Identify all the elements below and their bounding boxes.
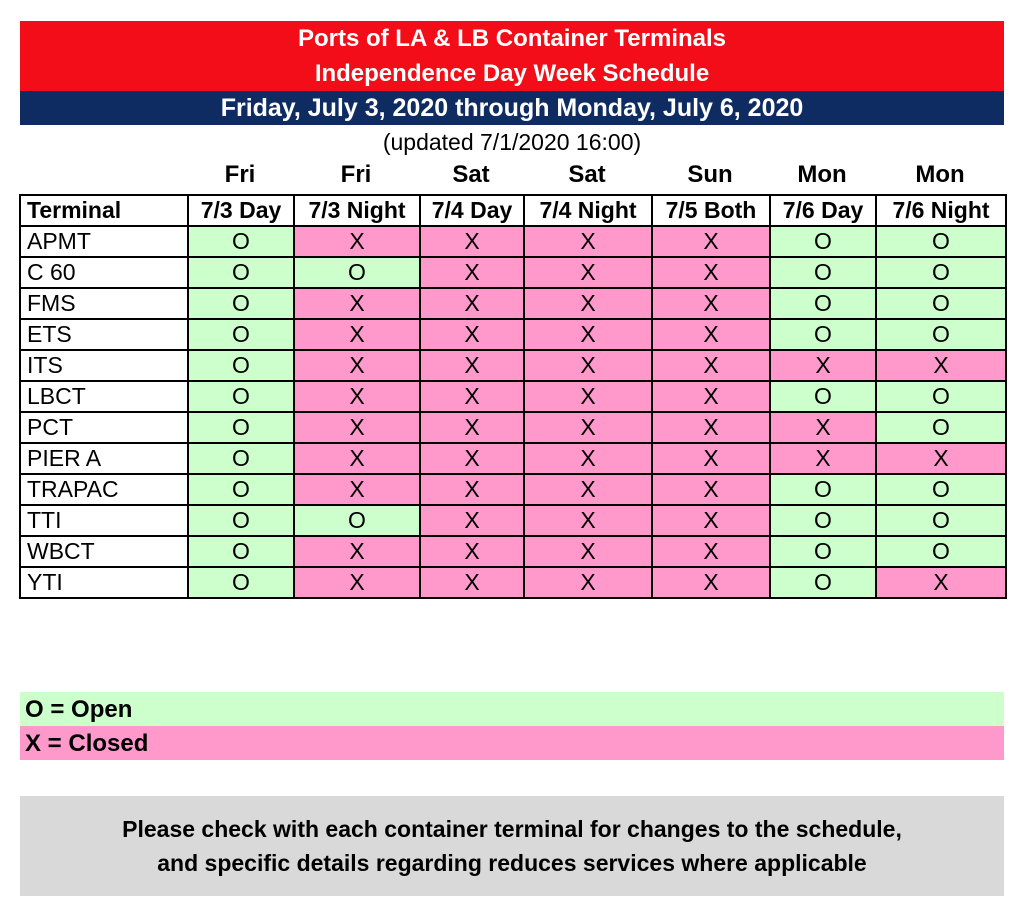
terminal-name: TRAPAC [20, 474, 188, 505]
status-closed-cell: X [770, 350, 876, 381]
status-closed-cell: X [652, 350, 770, 381]
status-open-cell: O [188, 350, 294, 381]
note-line-2: and specific details regarding reduces services where applicable [157, 850, 867, 876]
title-line-1: Ports of LA & LB Container Terminals [297, 25, 727, 52]
status-open-cell: O [770, 257, 876, 288]
terminal-name: ITS [20, 350, 188, 381]
status-closed-cell: X [420, 288, 524, 319]
status-closed-cell: X [294, 288, 420, 319]
status-closed-cell: X [420, 443, 524, 474]
status-closed-cell: X [652, 505, 770, 536]
status-open-cell: O [188, 505, 294, 536]
table-row [20, 505, 1006, 536]
terminal-column-header: Terminal [20, 195, 188, 226]
status-closed-cell: X [652, 474, 770, 505]
status-closed-cell: X [420, 257, 524, 288]
status-closed-cell: X [652, 381, 770, 412]
status-closed-cell: X [652, 536, 770, 567]
status-closed-cell: X [294, 350, 420, 381]
status-open-cell: O [876, 288, 1006, 319]
status-closed-cell: X [524, 319, 652, 350]
shift-column-header: 7/3 Day [188, 195, 294, 226]
legend-open: O = Open [20, 692, 1004, 726]
status-closed-cell: X [770, 412, 876, 443]
day-label: Sun [687, 161, 733, 188]
status-open-cell: O [188, 443, 294, 474]
table-row [20, 567, 1006, 598]
terminal-name: FMS [20, 288, 188, 319]
status-open-cell: O [188, 381, 294, 412]
status-closed-cell: X [524, 505, 652, 536]
status-closed-cell: X [294, 443, 420, 474]
title-line-2: Independence Day Week Schedule [314, 60, 710, 87]
day-label: Sat [568, 161, 606, 188]
status-closed-cell: X [524, 226, 652, 257]
status-closed-cell: X [420, 412, 524, 443]
table-row [20, 319, 1006, 350]
status-open-cell: O [770, 505, 876, 536]
status-open-cell: O [188, 288, 294, 319]
status-closed-cell: X [294, 319, 420, 350]
terminal-name: ETS [20, 319, 188, 350]
terminal-name: PCT [20, 412, 188, 443]
status-open-cell: O [188, 226, 294, 257]
terminal-name: TTI [20, 505, 188, 536]
schedule-note [20, 796, 1004, 896]
legend-closed: X = Closed [20, 726, 1004, 760]
terminal-name: APMT [20, 226, 188, 257]
day-label: Fri [340, 161, 372, 188]
table-row [20, 536, 1006, 567]
status-closed-cell: X [876, 443, 1006, 474]
status-closed-cell: X [524, 381, 652, 412]
status-closed-cell: X [652, 226, 770, 257]
table-row [20, 474, 1006, 505]
shift-header-row [20, 195, 1006, 226]
schedule-body [20, 226, 1006, 598]
day-label: Sat [452, 161, 490, 188]
shift-column-header: 7/5 Both [652, 195, 770, 226]
status-open-cell: O [770, 536, 876, 567]
status-closed-cell: X [420, 226, 524, 257]
status-open-cell: O [188, 567, 294, 598]
note-line-1: Please check with each container terminal for changes to the schedule, [122, 816, 902, 842]
status-open-cell: O [188, 319, 294, 350]
status-closed-cell: X [524, 412, 652, 443]
status-open-cell: O [770, 288, 876, 319]
status-closed-cell: X [420, 505, 524, 536]
status-open-cell: O [876, 226, 1006, 257]
status-closed-cell: X [876, 350, 1006, 381]
title-banner [20, 21, 1004, 91]
date-range-banner: Friday, July 3, 2020 through Monday, July 6, 2020 [20, 91, 1004, 125]
status-closed-cell: X [652, 443, 770, 474]
status-open-cell: O [770, 567, 876, 598]
status-open-cell: O [770, 226, 876, 257]
status-closed-cell: X [652, 288, 770, 319]
status-closed-cell: X [524, 288, 652, 319]
table-row [20, 257, 1006, 288]
status-closed-cell: X [420, 319, 524, 350]
terminal-name: YTI [20, 567, 188, 598]
status-open-cell: O [294, 505, 420, 536]
status-closed-cell: X [524, 257, 652, 288]
status-closed-cell: X [420, 567, 524, 598]
status-closed-cell: X [524, 443, 652, 474]
status-closed-cell: X [524, 474, 652, 505]
shift-column-header: 7/4 Night [524, 195, 652, 226]
status-open-cell: O [188, 257, 294, 288]
status-closed-cell: X [294, 567, 420, 598]
table-row [20, 350, 1006, 381]
terminal-name: LBCT [20, 381, 188, 412]
status-closed-cell: X [294, 226, 420, 257]
status-closed-cell: X [294, 536, 420, 567]
status-closed-cell: X [524, 567, 652, 598]
status-closed-cell: X [770, 443, 876, 474]
status-open-cell: O [294, 257, 420, 288]
status-closed-cell: X [294, 412, 420, 443]
terminal-name: C 60 [20, 257, 188, 288]
status-open-cell: O [770, 474, 876, 505]
shift-column-header: 7/6 Night [876, 195, 1006, 226]
status-open-cell: O [876, 536, 1006, 567]
updated-timestamp: (updated 7/1/2020 16:00) [382, 129, 642, 155]
status-closed-cell: X [652, 257, 770, 288]
terminal-name: WBCT [20, 536, 188, 567]
terminal-name: PIER A [20, 443, 188, 474]
day-label: Fri [224, 161, 256, 188]
schedule-table [19, 194, 1007, 599]
status-open-cell: O [770, 319, 876, 350]
status-closed-cell: X [420, 350, 524, 381]
table-row [20, 412, 1006, 443]
status-closed-cell: X [524, 350, 652, 381]
status-open-cell: O [188, 412, 294, 443]
status-closed-cell: X [652, 319, 770, 350]
day-label: Mon [915, 161, 965, 188]
status-closed-cell: X [420, 381, 524, 412]
status-open-cell: O [876, 257, 1006, 288]
status-open-cell: O [770, 381, 876, 412]
table-row [20, 381, 1006, 412]
status-closed-cell: X [294, 474, 420, 505]
status-open-cell: O [876, 319, 1006, 350]
shift-column-header: 7/6 Day [770, 195, 876, 226]
status-open-cell: O [876, 412, 1006, 443]
shift-column-header: 7/4 Day [420, 195, 524, 226]
status-closed-cell: X [420, 474, 524, 505]
status-closed-cell: X [524, 536, 652, 567]
table-row [20, 443, 1006, 474]
table-row [20, 226, 1006, 257]
status-closed-cell: X [876, 567, 1006, 598]
table-row [20, 288, 1006, 319]
status-open-cell: O [876, 381, 1006, 412]
status-open-cell: O [188, 474, 294, 505]
status-open-cell: O [876, 505, 1006, 536]
shift-column-header: 7/3 Night [294, 195, 420, 226]
status-open-cell: O [188, 536, 294, 567]
status-closed-cell: X [652, 567, 770, 598]
status-closed-cell: X [420, 536, 524, 567]
status-open-cell: O [876, 474, 1006, 505]
day-label: Mon [797, 161, 847, 188]
status-closed-cell: X [294, 381, 420, 412]
status-closed-cell: X [652, 412, 770, 443]
